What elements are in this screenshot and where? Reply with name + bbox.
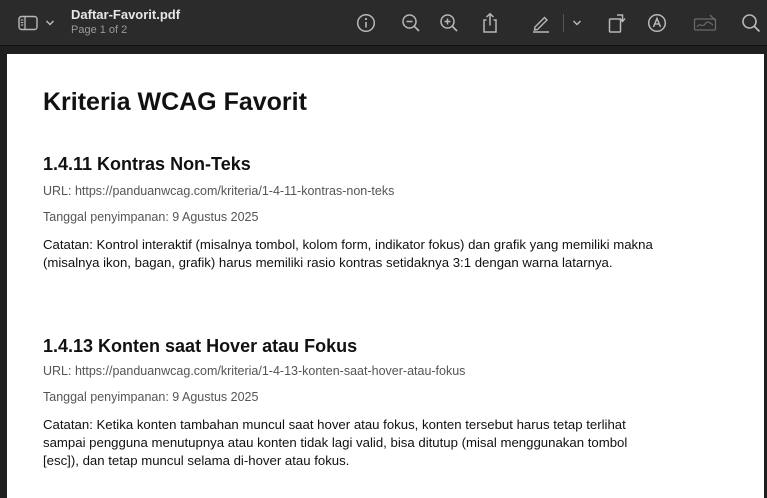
zoom-in-icon[interactable] bbox=[438, 9, 460, 37]
entry-note-line: [esc]), dan tetap muncul selama di-hover atau fokus. bbox=[43, 453, 350, 468]
entry-date: Tanggal penyimpanan: 9 Agustus 2025 bbox=[43, 390, 259, 404]
entry-url[interactable]: URL: https://panduanwcag.com/kriteria/1-4-11-kontras-non-teks bbox=[43, 184, 395, 198]
entry-note-line: (misalnya ikon, bagan, grafik) harus memiliki rasio kontras setidaknya 3:1 dengan warna latarnya. bbox=[43, 255, 613, 270]
share-icon[interactable] bbox=[479, 9, 501, 37]
entry-note-line: sampai pengguna menutupnya atau konten tidak lagi valid, bisa ditutup (misal menggunakan tombol bbox=[43, 435, 628, 450]
page-indicator: Page 1 of 2 bbox=[71, 24, 128, 36]
highlight-icon[interactable] bbox=[530, 9, 552, 37]
document-viewport[interactable] bbox=[0, 47, 767, 498]
rotate-icon[interactable] bbox=[606, 9, 628, 37]
entry-note-line: Catatan: Kontrol interaktif (misalnya tombol, kolom form, indikator fokus) dan grafik yang memiliki makna bbox=[43, 237, 653, 252]
zoom-out-icon[interactable] bbox=[400, 9, 422, 37]
sidebar-icon[interactable] bbox=[16, 9, 40, 37]
chevron-down-icon[interactable] bbox=[43, 9, 57, 37]
entry-date: Tanggal penyimpanan: 9 Agustus 2025 bbox=[43, 210, 259, 224]
pdf-page bbox=[7, 54, 764, 498]
page-title: Kriteria WCAG Favorit bbox=[43, 88, 307, 116]
entry-note bbox=[43, 416, 723, 470]
document-title[interactable]: Daftar-Favorit.pdf bbox=[71, 7, 181, 22]
favorite-entry bbox=[43, 154, 723, 270]
toolbar-divider bbox=[563, 14, 564, 32]
signature-icon bbox=[692, 9, 718, 37]
toolbar bbox=[0, 0, 767, 46]
info-icon[interactable] bbox=[355, 9, 377, 37]
search-icon[interactable] bbox=[740, 9, 762, 37]
favorite-entry bbox=[43, 336, 723, 468]
entry-note-line: Catatan: Ketika konten tambahan muncul saat hover atau fokus, konten tersebut harus tetap terlihat bbox=[43, 417, 626, 432]
entry-url[interactable]: URL: https://panduanwcag.com/kriteria/1-4-13-konten-saat-hover-atau-fokus bbox=[43, 364, 466, 378]
entry-note bbox=[43, 236, 723, 272]
chevron-down-icon[interactable] bbox=[570, 9, 584, 37]
entry-heading: 1.4.13 Konten saat Hover atau Fokus bbox=[43, 336, 358, 356]
entry-heading: 1.4.11 Kontras Non-Teks bbox=[43, 154, 251, 174]
markup-icon[interactable] bbox=[646, 9, 668, 37]
